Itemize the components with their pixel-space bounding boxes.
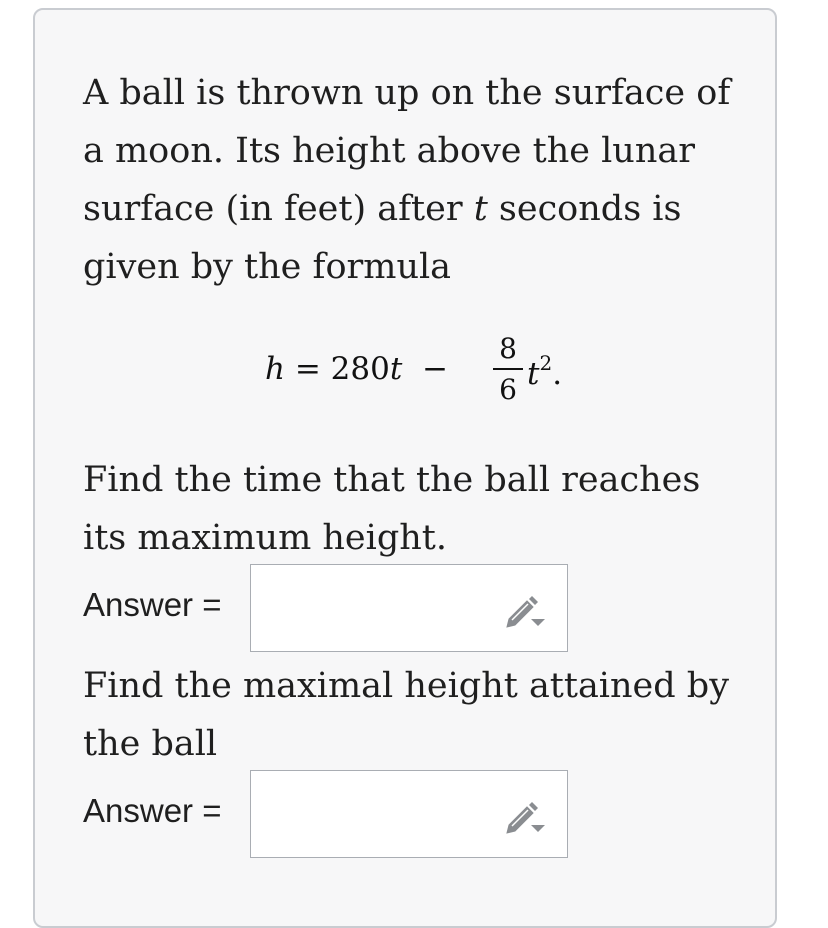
formula-h: h (265, 351, 285, 387)
answer-1-label: Answer = (83, 586, 222, 623)
problem-intro: A ball is thrown up on the surface of a moon. Its height above the lunar surface (in feet) after t seconds is given by the formula (83, 73, 731, 287)
formula-t: t (389, 351, 403, 387)
answer-2-input[interactable] (250, 770, 568, 858)
fraction-denominator: 6 (499, 373, 517, 406)
intro-variable-t: t (473, 189, 488, 229)
formula-coefficient: 280 (330, 351, 390, 387)
question-1-text: Find the time that the ball reaches its maximum height. (83, 460, 701, 558)
formula-t-squared: t (527, 356, 540, 392)
formula-fraction (493, 333, 523, 406)
question-card (33, 8, 777, 928)
formula-period: . (552, 356, 563, 392)
formula-exponent: 2 (539, 351, 553, 375)
question-2-text: Find the maximal height attained by the ball (83, 666, 729, 764)
fraction-numerator: 8 (499, 332, 517, 365)
fraction-bar (493, 368, 523, 370)
answer-1-input[interactable] (250, 564, 568, 652)
answer-2-label: Answer = (83, 792, 222, 829)
pencil-icon[interactable] (503, 593, 547, 629)
pencil-icon[interactable] (503, 799, 547, 835)
formula-equals: = (294, 351, 321, 387)
formula-minus: − (422, 351, 449, 387)
